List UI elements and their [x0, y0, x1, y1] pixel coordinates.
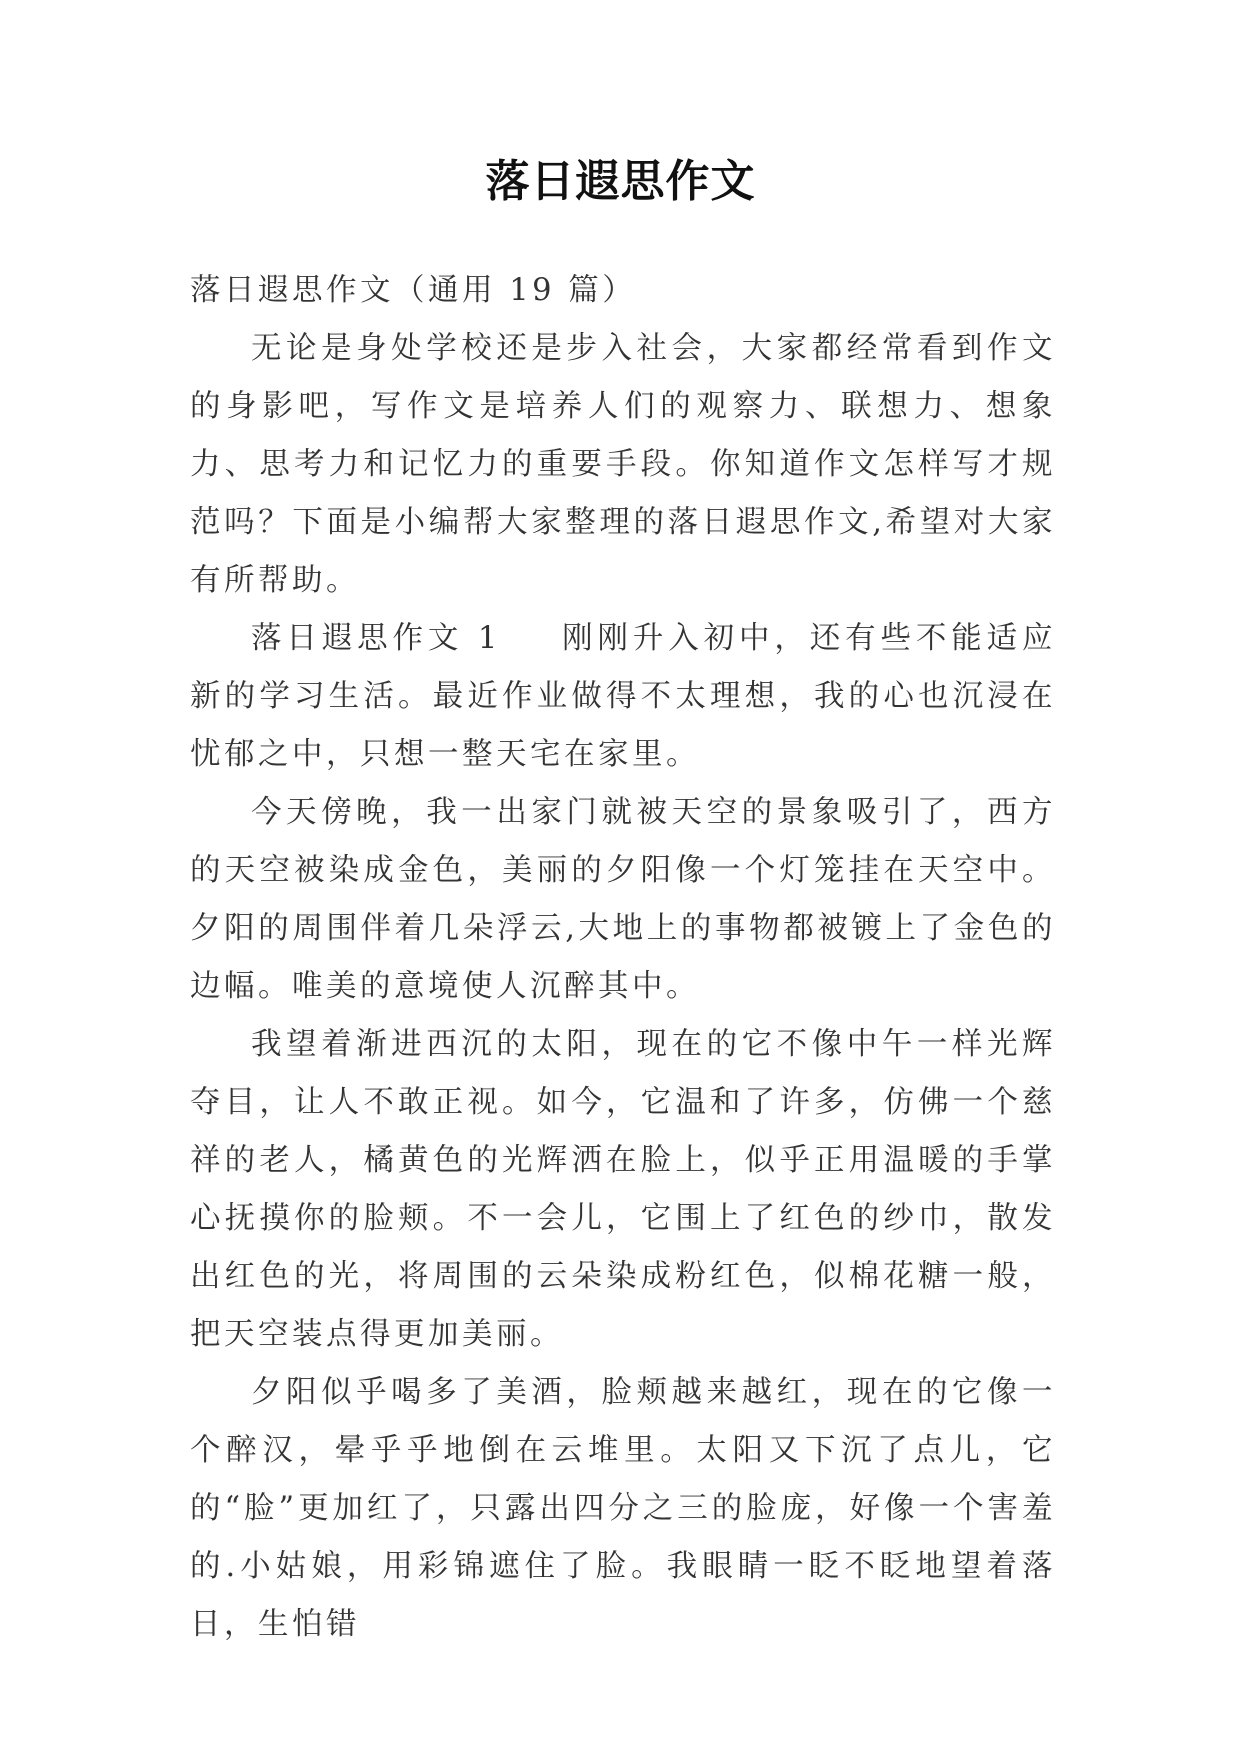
essay-heading: 落日遐思作文 1 [251, 621, 501, 656]
document-title: 落日遐思作文 [485, 156, 756, 207]
body-paragraph: 今天傍晚，我一出家门就被天空的景象吸引了，西方的天空被染成金色，美丽的夕阳像一个灯笼挂在天空中。夕阳的周围伴着几朵浮云,大地上的事物都被镀上了金色的边幅。唯美的意境使人沉醉其中。 [190, 795, 1056, 1004]
body-paragraph: 我望着渐进西沉的太阳，现在的它不像中午一样光辉夺目，让人不敢正视。如今，它温和了许多，仿佛一个慈祥的老人，橘黄色的光辉洒在脸上，似乎正用温暖的手掌心抚摸你的脸颊。不一会儿，它围上了红色的纱巾，散发出红色的光，将周围的云朵染成粉红色，似棉花糖一般，把天空装点得更加美丽。 [190, 1027, 1056, 1352]
document-body [190, 262, 1056, 1654]
essay-first-paragraph [190, 610, 1056, 784]
body-paragraph: 夕阳似乎喝多了美酒，脸颊越来越红，现在的它像一个醉汉，晕乎乎地倒在云堆里。太阳又下沉了点儿，它的“脸”更加红了，只露出四分之三的脸庞，好像一个害羞的.小姑娘，用彩锦遮住了脸。我眼睛一眨不眨地望着落日，生怕错 [190, 1375, 1056, 1642]
document-subtitle: 落日遐思作文（通用 19 篇） [190, 273, 637, 308]
intro-paragraph: 无论是身处学校还是步入社会，大家都经常看到作文的身影吧，写作文是培养人们的观察力、联想力、想象力、思考力和记忆力的重要手段。你知道作文怎样写才规范吗？下面是小编帮大家整理的落日遐思作文,希望对大家有所帮助。 [190, 331, 1056, 598]
essay-first-text: 刚刚升入初中，还有些不能适应新的学习生活。最近作业做得不太理想，我的心也沉浸在忧郁之中，只想一整天宅在家里。 [190, 621, 1056, 772]
